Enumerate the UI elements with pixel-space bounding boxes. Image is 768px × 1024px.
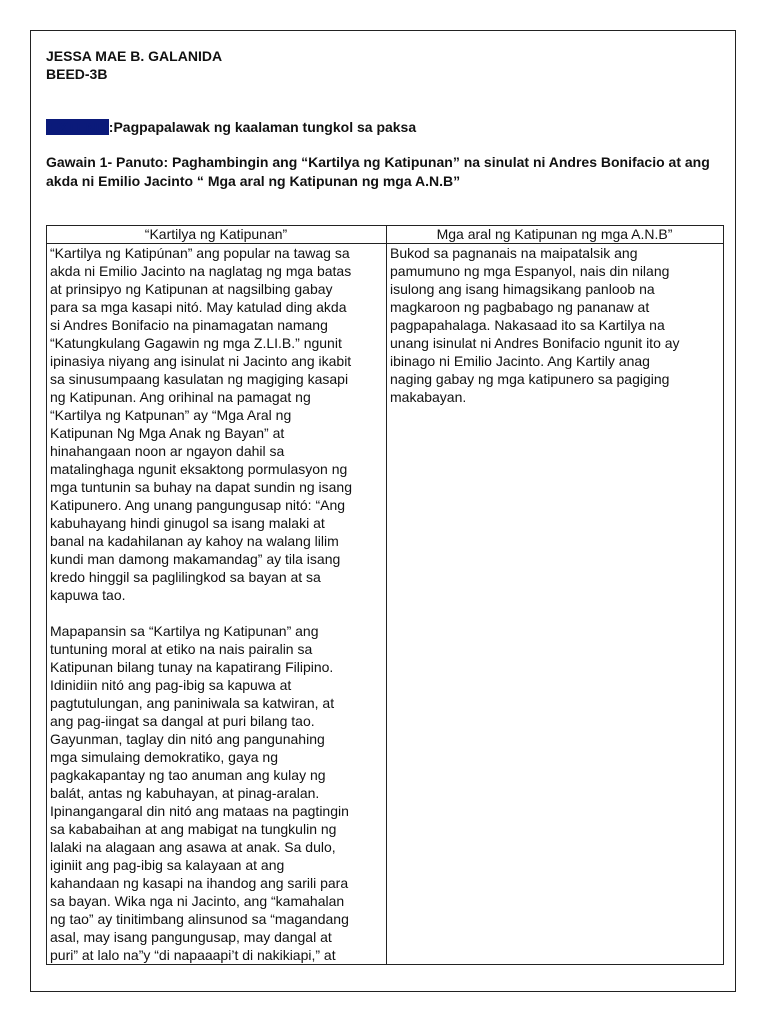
comparison-table (46, 225, 724, 965)
student-name: JESSA MAE B. GALANIDA (46, 48, 223, 64)
kartilya-paragraph-2: Mapapansin sa “Kartilya ng Katipunan” ang tuntuning moral at etiko na nais pairalin sa Katipunan bilang tunay na kapatirang Filipino. Idinidiin nitó ang pag-ibig sa kapuwa at pagtutulungan, ang paniniwala sa katwiran, at ang pag-iingat sa dangal at puri bilang tao. Gayunman, taglay din nitó ang pangunahing mga simulaing demokratiko, gaya ng pagkakapantay ng tao anuman ang kulay ng balát, antas ng kabuhayan, at pinag-aralan. Ipinangangaral din nitó ang mataas na pagtingin sa kababaihan at ang mabigat na tungkulin ng lalaki na alagaan ang asawa at anak. Sa dulo, iginiit ang pag-ibig sa kalayaan at ang kahandaan ng kasapi na ihandog ang sarili para sa bayan. Wika nga ni Jacinto, ang “kamahalan ng tao” ay tinitimbang alinsunod sa “magandang asal, may isang pangungusap, may dangal at puri” at lalo na”y “di napaaapi’t di nakikiapi,” at (50, 623, 349, 963)
table-row (47, 244, 724, 965)
col-header-mga-aral: Mga aral ng Katipunan ng mga A.N.B” (387, 226, 724, 244)
kartilya-cell (47, 244, 387, 965)
extend-heading (46, 119, 416, 135)
extend-text: :Pagpapalawak ng kaalaman tungkol sa paksa (108, 119, 417, 135)
table-header-row (47, 226, 724, 244)
col-header-kartilya: “Kartilya ng Katipunan” (47, 226, 387, 244)
document-page (30, 30, 736, 992)
mga-aral-paragraph: Bukod sa pagnanais na maipatalsik ang pamumuno ng mga Espanyol, nais din nilang isulong ang isang himagsikang panloob na magkaroon ng pagbabago ng pananaw at pagpapahalaga. Nakasaad ito sa Kartilya na unang isinulat ni Andres Bonifacio ngunit ito ay ibinago ni Emilio Jacinto. Ang Kartily anag naging gabay ng mga katipunero sa pagiging makabayan. (390, 245, 680, 405)
student-header (46, 47, 222, 83)
mga-aral-cell (387, 244, 724, 965)
student-section: BEED-3B (46, 66, 108, 82)
activity-instruction: Gawain 1- Panuto: Paghambingin ang “Kartilya ng Katipunan” na sinulat ni Andres Bonifacio at ang akda ni Emilio Jacinto “ Mga aral ng Katipunan ng mga A.N.B” (46, 154, 710, 189)
extend-tag: EXTEND (46, 119, 109, 135)
kartilya-paragraph-1: “Kartilya ng Katipúnan” ang popular na tawag sa akda ni Emilio Jacinto na naglatag ng mga batas at prinsipyo ng Katipunan at nagsilbing gabay para sa mga kasapi nitó. May katulad ding akda si Andres Bonifacio na pinamagatan namang “Katungkulang Gagawin ng mga Z.LI.B.” ngunit ipinasiya niyang ang isinulat ni Jacinto ang ikabit sa sinusumpaang kasulatan ng magiging kasapi ng Katipunan. Ang orihinal na pamagat ng “Kartilya ng Katpunan” ay “Mga Aral ng Katipunan Ng Mga Anak ng Bayan” at hinahangaan noon ar ngayon dahil sa matalinghaga ngunit eksaktong pormulasyon ng mga tuntunin sa buhay na dapat sundin ng isang Katipunero. Ang unang pangungusap nitó: “Ang kabuhayang hindi ginugol sa isang malaki at banal na kadahilanan ay kahoy na walang lilim kundi man damong makamandag” ay tila isang kredo hinggil sa paglilingkod sa bayan at sa kapuwa tao. (50, 245, 353, 603)
